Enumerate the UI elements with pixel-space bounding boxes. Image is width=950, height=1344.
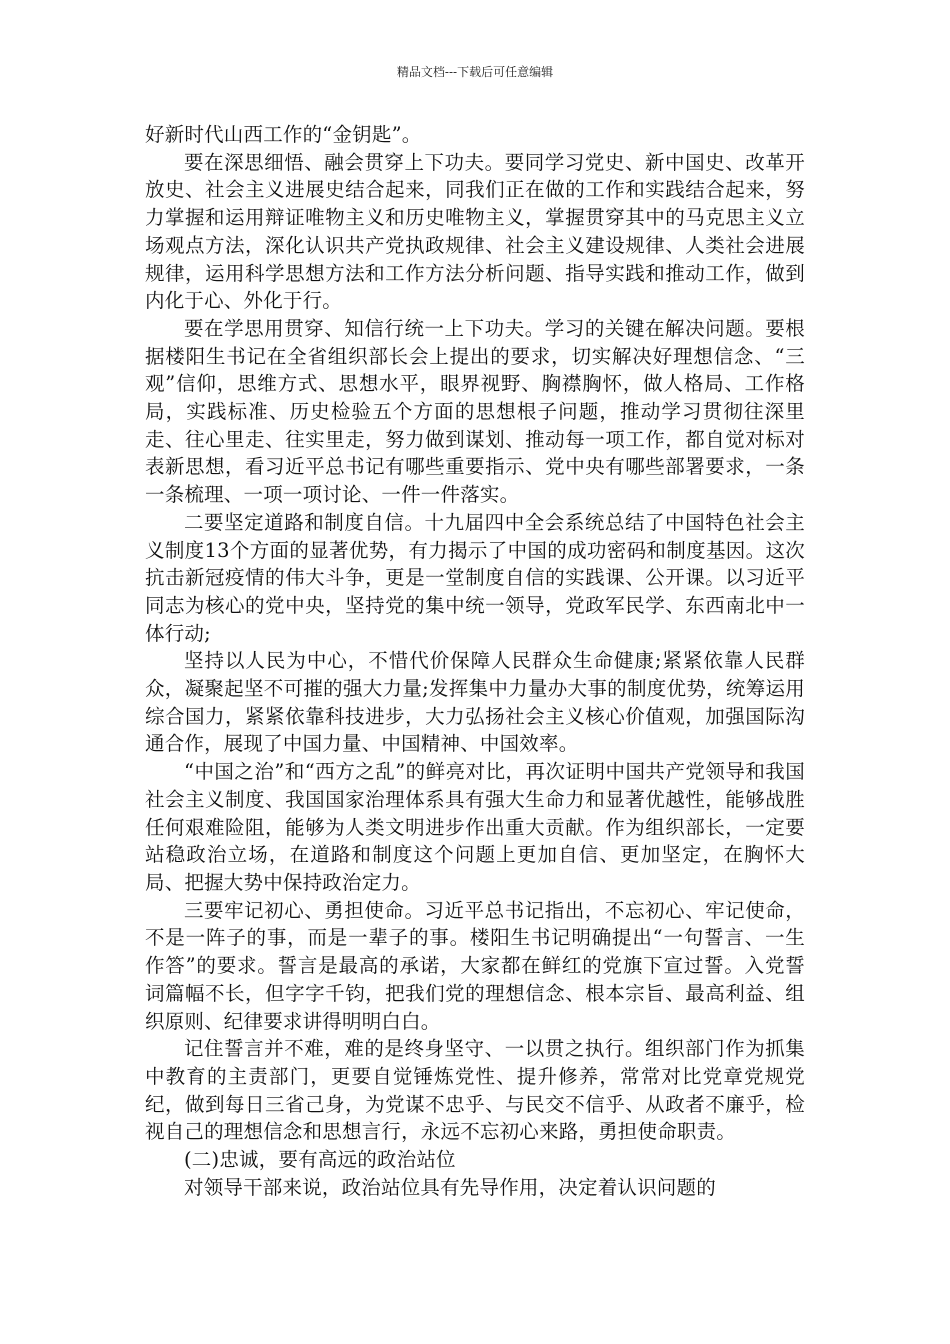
paragraph: “中国之治”和“西方之乱”的鲜亮对比，再次证明中国共产党领导和我国社会主义制度、我国国家治理体系具有强大生命力和显著优越性，能够战胜任何艰难险阻，能够为人类文明进步作出重大贡献。作为组织部长，一定要站稳政治立场，在道路和制度这个问题上更加自信、更加坚定，在胸怀大局、把握大势中保持政治定力。 [145,760,805,894]
page-header-note: 精品文档---下载后可任意编辑 [396,65,554,79]
paragraph: 坚持以人民为中心，不惜代价保障人民群众生命健康;紧紧依靠人民群众，凝聚起坚不可摧的强大力量;发挥集中力量办大事的制度优势，统筹运用综合国力，紧紧依靠科技进步，大力弘扬社会主义核心价值观，加强国际沟通合作，展现了中国力量、中国精神、中国效率。 [145,649,805,756]
section-heading: (二)忠诚，要有高远的政治站位 [184,1148,456,1172]
paragraph: 记住誓言并不难，难的是终身坚守、一以贯之执行。组织部门作为抓集中教育的主责部门，更要自觉锤炼党性、提升修养，常常对比党章党规党纪，做到每日三省己身，为党谋不忠乎、与民交不信乎、从政者不廉乎，检视自己的理想信念和思想言行，永远不忘初心来路，勇担使命职责。 [145,1037,805,1144]
paragraph: 好新时代山西工作的“金钥匙”。 [145,123,422,146]
paragraph: 二要坚定道路和制度自信。十九届四中全会系统总结了中国特色社会主义制度13个方面的显著优势，有力揭示了中国的成功密码和制度基因。这次抗击新冠疫情的伟大斗争，更是一堂制度自信的实践课、公开课。以习近平同志为核心的党中央，坚持党的集中统一领导，党政军民学、东西南北中一体行动; [145,510,805,645]
paragraph: 要在深思细悟、融会贯穿上下功夫。要同学习党史、新中国史、改革开放史、社会主义进展史结合起来，同我们正在做的工作和实践结合起来，努力掌握和运用辩证唯物主义和历史唯物主义，掌握贯穿其中的马克思主义立场观点方法，深化认识共产党执政规律、社会主义建设规律、人类社会进展规律，运用科学思想方法和工作方法分析问题、指导实践和推动工作，做到内化于心、外化于行。 [145,150,805,313]
document-body [145,121,805,1201]
paragraph: 要在学思用贯穿、知信行统一上下功夫。学习的关键在解决问题。要根据楼阳生书记在全省组织部长会上提出的要求，切实解决好理想信念、“三观”信仰，思维方式、思想水平，眼界视野、胸襟胸怀，做人格局、工作格局，实践标准、历史检验五个方面的思想根子问题，推动学习贯彻往深里走、往心里走、往实里走，努力做到谋划、推动每一项工作，都自觉对标对表新思想，看习近平总书记有哪些重要指示、党中央有哪些部署要求，一条一条梳理、一项一项讨论、一件一件落实。 [145,316,805,507]
paragraph: 对领导干部来说，政治站位具有先导作用，决定着认识问题的 [184,1175,716,1199]
paragraph: 三要牢记初心、勇担使命。习近平总书记指出，不忘初心、牢记使命，不是一阵子的事，而是一辈子的事。楼阳生书记明确提出“一句誓言、一生作答”的要求。誓言是最高的承诺，大家都在鲜红的党旗下宣过誓。入党誓词篇幅不长，但字字千钧，把我们党的理想信念、根本宗旨、最高利益、组织原则、纪律要求讲得明明白白。 [145,898,805,1033]
